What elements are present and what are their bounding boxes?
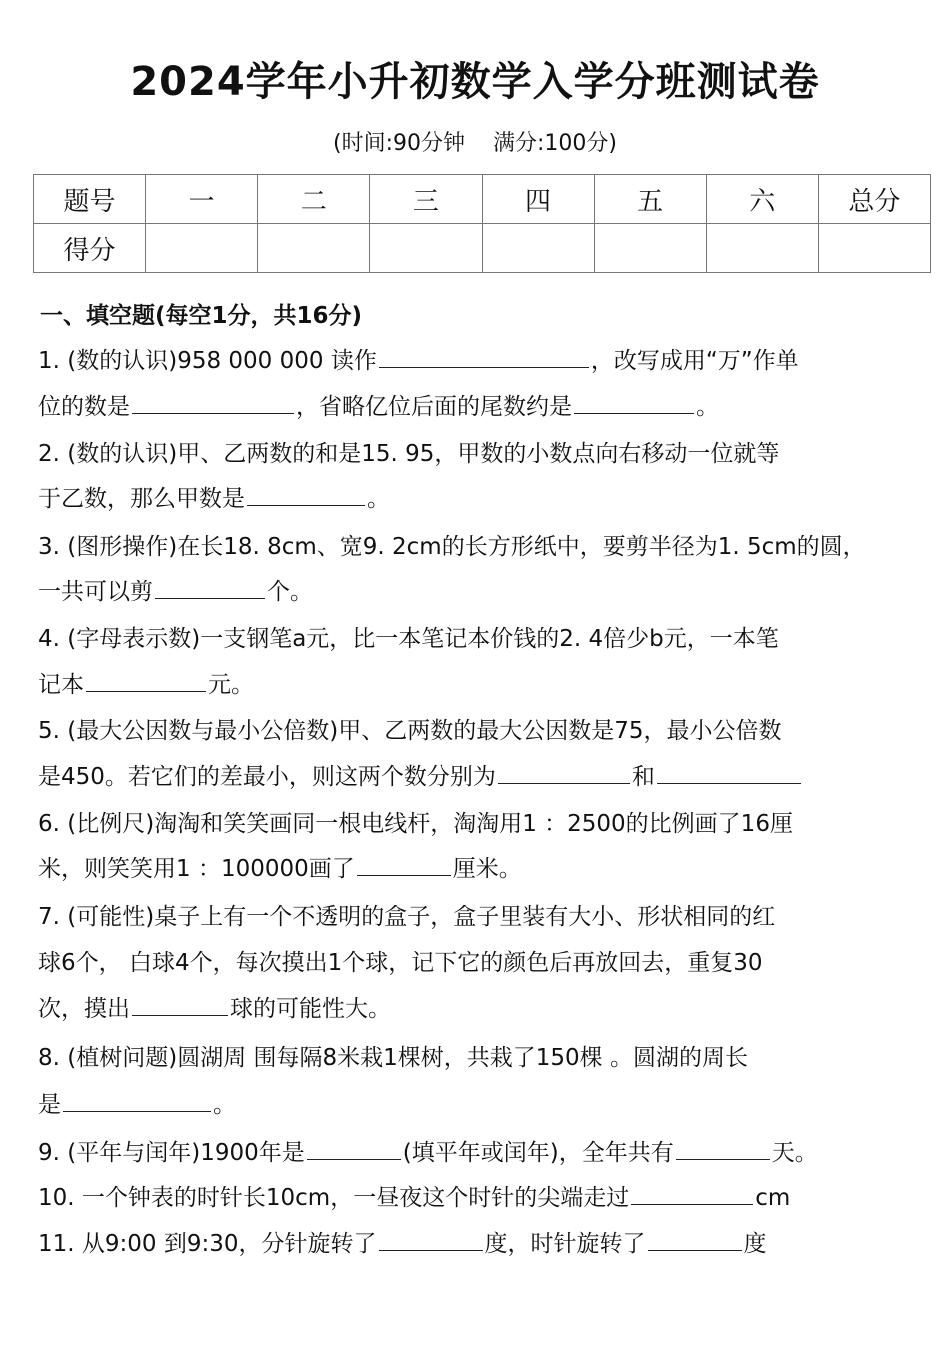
text: ，省略亿位后面的尾数约是 bbox=[296, 394, 572, 420]
question-2-line-2 bbox=[38, 476, 918, 522]
question-7-line-3 bbox=[38, 986, 918, 1032]
text: 11. 从9:00 到9:30，分针旋转了 bbox=[38, 1231, 377, 1257]
score-cell[interactable] bbox=[370, 224, 482, 273]
answer-blank[interactable] bbox=[631, 1176, 753, 1205]
question-5-line-2 bbox=[38, 754, 918, 800]
time-limit: (时间:90分钟 bbox=[333, 131, 465, 156]
text: 厘米。 bbox=[452, 856, 522, 882]
text: 度，时针旋转了 bbox=[484, 1231, 646, 1257]
text: 10. 一个钟表的时针长10cm，一昼夜这个时针的尖端走过 bbox=[38, 1185, 630, 1211]
answer-blank[interactable] bbox=[132, 987, 228, 1016]
score-cell[interactable] bbox=[594, 224, 706, 273]
answer-blank[interactable] bbox=[498, 755, 630, 784]
section-title: 一、填空题(每空1分，共16分) bbox=[40, 303, 363, 329]
score-cell[interactable] bbox=[818, 224, 930, 273]
question-3-line-2 bbox=[38, 569, 918, 615]
answer-blank[interactable] bbox=[63, 1083, 211, 1112]
table-cell: 三 bbox=[370, 175, 482, 224]
score-cell[interactable] bbox=[706, 224, 818, 273]
text: 天。 bbox=[771, 1140, 818, 1166]
text: 记本 bbox=[38, 672, 84, 698]
text: 1. (数的认识)958 000 000 读作 bbox=[38, 348, 377, 374]
table-cell: 得分 bbox=[34, 224, 146, 273]
question-8-line-1: 8. (植树问题)圆湖周 围每隔8米栽1棵树，共栽了150棵 。圆湖的周长 bbox=[38, 1045, 748, 1071]
text: 位的数是 bbox=[38, 394, 130, 420]
answer-blank[interactable] bbox=[357, 847, 451, 876]
text: 。 bbox=[367, 486, 390, 512]
answer-blank[interactable] bbox=[648, 1222, 742, 1251]
full-score: 满分:100分) bbox=[493, 131, 617, 156]
table-cell: 题号 bbox=[34, 175, 146, 224]
question-6-line-1: 6. (比例尺)淘淘和笑笑画同一根电线杆，淘淘用1 ：2500的比例画了16厘 bbox=[38, 811, 793, 837]
answer-blank[interactable] bbox=[247, 477, 365, 506]
question-3-line-1: 3. (图形操作)在长18. 8cm、宽9. 2cm的长方形纸中，要剪半径为1. 5cm的圆， bbox=[38, 534, 866, 560]
answer-blank[interactable] bbox=[307, 1131, 401, 1160]
question-5-line-1: 5. (最大公因数与最小公倍数)甲、乙两数的最大公因数是75，最小公倍数 bbox=[38, 718, 782, 744]
answer-blank[interactable] bbox=[132, 385, 294, 414]
answer-blank[interactable] bbox=[155, 570, 265, 599]
text: 球的可能性大。 bbox=[230, 996, 391, 1022]
question-7-line-1: 7. (可能性)桌子上有一个不透明的盒子，盒子里装有大小、形状相同的红 bbox=[38, 904, 776, 930]
text: 次，摸出 bbox=[38, 996, 130, 1022]
answer-blank[interactable] bbox=[657, 755, 801, 784]
text: 度 bbox=[743, 1231, 767, 1257]
text: ，改写成用“万”作单 bbox=[590, 348, 799, 374]
exam-info bbox=[0, 126, 950, 157]
question-4-line-1: 4. (字母表示数)一支钢笔a元，比一本笔记本价钱的2. 4倍少b元，一本笔 bbox=[38, 626, 779, 652]
text: 和 bbox=[631, 764, 655, 790]
table-cell: 六 bbox=[706, 175, 818, 224]
table-row bbox=[34, 224, 931, 273]
text: 元。 bbox=[208, 672, 254, 698]
text: 是450。若它们的差最小，则这两个数分别为 bbox=[38, 764, 496, 790]
question-8-line-2 bbox=[38, 1082, 918, 1128]
text: 个。 bbox=[267, 579, 313, 605]
question-7-line-2: 球6个， 白球4个，每次摸出1个球，记下它的颜色后再放回去，重复30 bbox=[38, 950, 763, 976]
question-11 bbox=[38, 1221, 918, 1267]
page-title: 2024学年小升初数学入学分班测试卷 bbox=[130, 59, 820, 105]
table-cell: 一 bbox=[146, 175, 258, 224]
question-10 bbox=[38, 1175, 918, 1221]
text: 9. (平年与闰年)1900年是 bbox=[38, 1140, 305, 1166]
question-6-line-2 bbox=[38, 846, 918, 892]
question-9 bbox=[38, 1130, 918, 1176]
table-cell: 总分 bbox=[818, 175, 930, 224]
question-2-line-1: 2. (数的认识)甲、乙两数的和是15. 95，甲数的小数点向右移动一位就等 bbox=[38, 441, 780, 467]
answer-blank[interactable] bbox=[379, 339, 589, 368]
answer-blank[interactable] bbox=[379, 1222, 483, 1251]
table-cell: 二 bbox=[258, 175, 370, 224]
text: 。 bbox=[696, 394, 719, 420]
score-cell[interactable] bbox=[258, 224, 370, 273]
text: cm bbox=[755, 1185, 791, 1211]
question-4-line-2 bbox=[38, 662, 918, 708]
score-table bbox=[33, 174, 931, 273]
text: 是 bbox=[38, 1092, 61, 1118]
answer-blank[interactable] bbox=[86, 663, 206, 692]
answer-blank[interactable] bbox=[676, 1131, 770, 1160]
question-1-line-1 bbox=[38, 338, 918, 384]
text: 。 bbox=[213, 1092, 236, 1118]
text: 于乙数，那么甲数是 bbox=[38, 486, 245, 512]
text: 米，则笑笑用1 ：100000画了 bbox=[38, 856, 355, 882]
answer-blank[interactable] bbox=[574, 385, 694, 414]
table-cell: 五 bbox=[594, 175, 706, 224]
table-row bbox=[34, 175, 931, 224]
table-cell: 四 bbox=[482, 175, 594, 224]
question-1-line-2 bbox=[38, 384, 918, 430]
score-cell[interactable] bbox=[482, 224, 594, 273]
text: 一共可以剪 bbox=[38, 579, 153, 605]
score-cell[interactable] bbox=[146, 224, 258, 273]
text: (填平年或闰年)，全年共有 bbox=[402, 1140, 674, 1166]
